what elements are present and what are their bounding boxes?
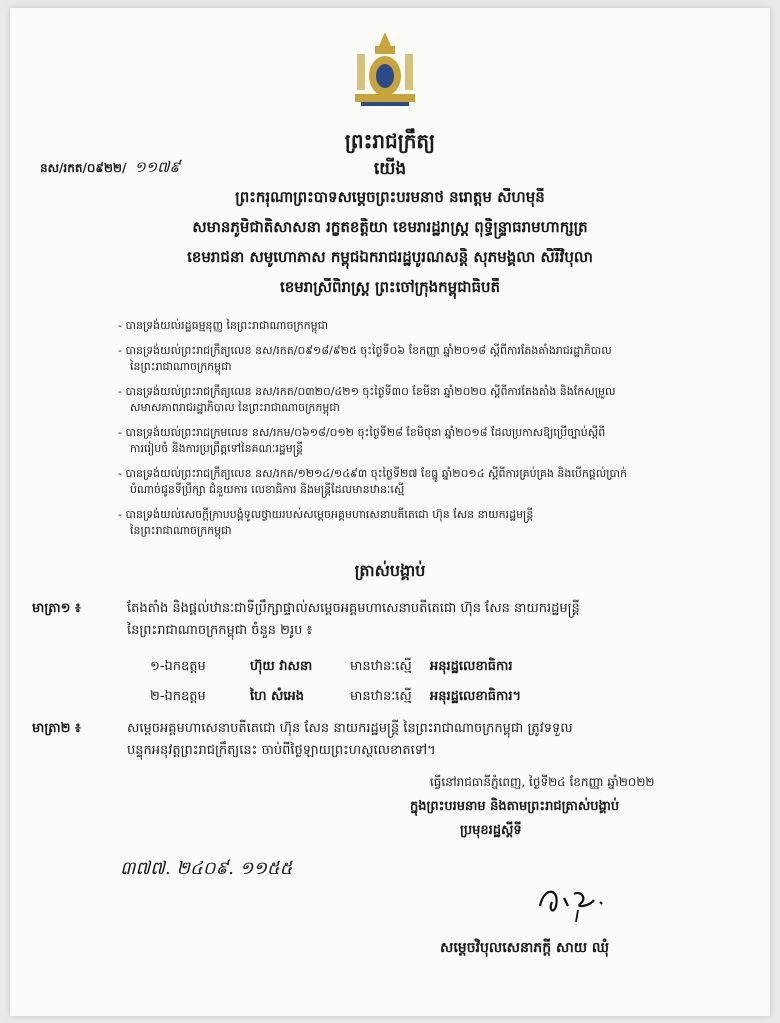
appointee-name: ហៃ សំអេង bbox=[250, 689, 305, 704]
royal-emblem-icon bbox=[345, 30, 425, 110]
article-2-text-cont: បន្ទុកអនុវត្តព្រះរាជក្រឹត្យនេះ ចាប់ពីថ្ងៃឡាយព្រះហស្ថលេខាតទៅ។ bbox=[127, 743, 436, 758]
visa-item bbox=[118, 507, 718, 539]
reference-handwritten-number: ១១៧៩ bbox=[134, 158, 181, 176]
article-1-label: មាត្រា១ ៖ bbox=[32, 601, 81, 616]
visa-item bbox=[118, 466, 718, 498]
article-2-label: មាត្រា២ ៖ bbox=[32, 721, 81, 736]
article-1-text: តែងតាំង និងផ្ដល់ឋានៈជាទីប្រឹក្សាផ្ទាល់សម្ដេចអគ្គមហាសេនាបតីតេជោ ហ៊ុន សែន នាយករដ្ឋមន្ត្រី bbox=[127, 601, 580, 616]
appointee-number: ១-ឯកឧត្តម bbox=[150, 659, 206, 674]
king-line-2: សមានភូមិជាតិសាសនា រក្ខតខត្តិយា ខេមរារដ្ឋរាស្ត្រ ពុទ្ធិន្ទ្រាធរាមហាក្សត្រ bbox=[192, 218, 588, 236]
king-line-4: ខេមរាស្រីពិរាស្ត្រ ព្រះចៅក្រុងកម្ពុជាធិបតី bbox=[279, 278, 501, 296]
king-line-1: ព្រះករុណាព្រះបាទសម្ដេចព្រះបរមនាថ នរោត្តម សីហមុនី bbox=[235, 188, 545, 206]
document-title: ព្រះរាជក្រឹត្យ bbox=[344, 129, 436, 153]
visa-line: - បានទ្រង់យល់ព្រះរាជក្រមលេខ នស/រកម/០៦១៨/០១២ ចុះថ្ងៃទី២៨ ខែមិថុនា ឆ្នាំ២០១៨ ដែលប្រកាសឱ្យប្រើច្បាប់ស្ដីពី bbox=[118, 426, 606, 439]
visa-line-cont: នៃព្រះរាជាណាចក្រកម្ពុជា bbox=[130, 524, 232, 537]
visa-line: - បានទ្រង់យល់រដ្ឋធម្មនុញ្ញ នៃព្រះរាជាណាចក្រកម្ពុជា bbox=[118, 319, 329, 332]
visa-line: - បានទ្រង់យល់ព្រះរាជក្រឹត្យលេខ នស/រកត/០៩១៨/៩២៥ ចុះថ្ងៃទី០៦ ខែកញ្ញា ឆ្នាំ២០១៨ ស្ដីពីការតែងតាំងរាជរដ្ឋាភិបាល bbox=[118, 344, 612, 357]
document-page bbox=[10, 8, 770, 1016]
signature-icon bbox=[530, 876, 640, 926]
article-2 bbox=[32, 718, 732, 762]
handwritten-number: ៣៧៧. ២៤០៩. ១១៥៥ bbox=[120, 858, 293, 879]
appointee-title: មានឋានៈស្មើ bbox=[350, 659, 412, 674]
visa-line: - បានទ្រង់យល់សេចក្ដីក្រាបបង្គំទូលថ្វាយរបស់សម្ដេចអគ្គមហាសេនាបតីតេជោ ហ៊ុន សែន នាយករដ្ឋមន្ត្រី bbox=[118, 508, 534, 521]
appointee-number: ២-ឯកឧត្តម bbox=[150, 689, 206, 704]
closing-line-2: ប្រមុខរដ្ឋស្ដីទី bbox=[460, 823, 522, 838]
visa-line-cont: សមាសភាពរាជរដ្ឋាភិបាល នៃព្រះរាជាណាចក្រកម្ពុជា bbox=[130, 401, 340, 414]
visa-line: - បានទ្រង់យល់ព្រះរាជក្រឹត្យលេខ នស/រកត/០៣២០/៤២១ ចុះថ្ងៃទី៣០ ខែមីនា ឆ្នាំ២០២០ ស្ដីពីការតែងតាំង និងកែសម្រួល bbox=[118, 385, 616, 398]
closing-line-1: ក្នុងព្រះបរមនាម និងតាមព្រះរាជត្រាស់បង្គាប់ bbox=[410, 799, 620, 814]
reference-label: នស/រកត/០៩២២/ bbox=[40, 161, 127, 175]
visa-line: - បានទ្រង់យល់ព្រះរាជក្រឹត្យលេខ នស/រកត/១២១៤/១៤៩៣ ចុះថ្ងៃទី២៧ ខែធ្នូ ឆ្នាំ២០១៤ ស្ដីពីការគ្រប់គ្រង និងបើកផ្ដល់ប្រាក់ bbox=[118, 467, 627, 480]
appointee-title: មានឋានៈស្មើ bbox=[350, 689, 412, 704]
visa-line-cont: នៃព្រះរាជាណាចក្រកម្ពុជា bbox=[130, 360, 232, 373]
visa-item bbox=[118, 318, 718, 334]
visa-line-cont: បំណាច់ជូនទីប្រឹក្សា ជំនួយការ លេខាធិការ និងមន្ត្រីដែលមានឋានៈស្មើ bbox=[130, 483, 405, 496]
visa-item bbox=[118, 343, 718, 375]
appointee-name: ហ៊ុយ វាសនា bbox=[250, 659, 313, 674]
signatory-name: សម្ដេចវិបុលសេនាភក្ដី សាយ ឈុំ bbox=[440, 940, 610, 956]
article-2-text: សម្ដេចអគ្គមហាសេនាបតីតេជោ ហ៊ុន សែន នាយករដ្ឋមន្ត្រី នៃព្រះរាជាណាចក្រកម្ពុជា ត្រូវទទួល bbox=[127, 721, 573, 736]
appointee-row bbox=[150, 688, 521, 707]
appointee-rank: អនុរដ្ឋលេខាធិការ bbox=[430, 659, 513, 674]
visa-item bbox=[118, 425, 718, 457]
article-1 bbox=[32, 598, 732, 642]
appointee-row bbox=[150, 658, 513, 677]
visa-item bbox=[118, 384, 718, 416]
we-heading: យើង bbox=[373, 159, 407, 179]
section-title: ត្រាស់បង្គាប់ bbox=[354, 561, 426, 580]
appointee-rank: អនុរដ្ឋលេខាធិការ។ bbox=[430, 689, 522, 704]
visa-list bbox=[118, 318, 718, 548]
place-date: ធ្វើនៅរាជធានីភ្នំពេញ, ថ្ងៃទី២៤ ខែកញ្ញា ឆ្នាំ២០២២ bbox=[430, 775, 655, 789]
article-1-text-cont: នៃព្រះរាជាណាចក្រកម្ពុជា ចំនួន ២រូប ៖ bbox=[127, 623, 313, 638]
king-line-3: ខេមរាជនា សមូហោភាស កម្ពុជឯករាជរដ្ឋបូរណសន្តិ សុភមង្គលា សិរីវិបុលា bbox=[187, 248, 593, 266]
visa-line-cont: ការរៀបចំ និងការប្រព្រឹត្តទៅនៃគណៈរដ្ឋមន្ត្រី bbox=[130, 442, 304, 455]
